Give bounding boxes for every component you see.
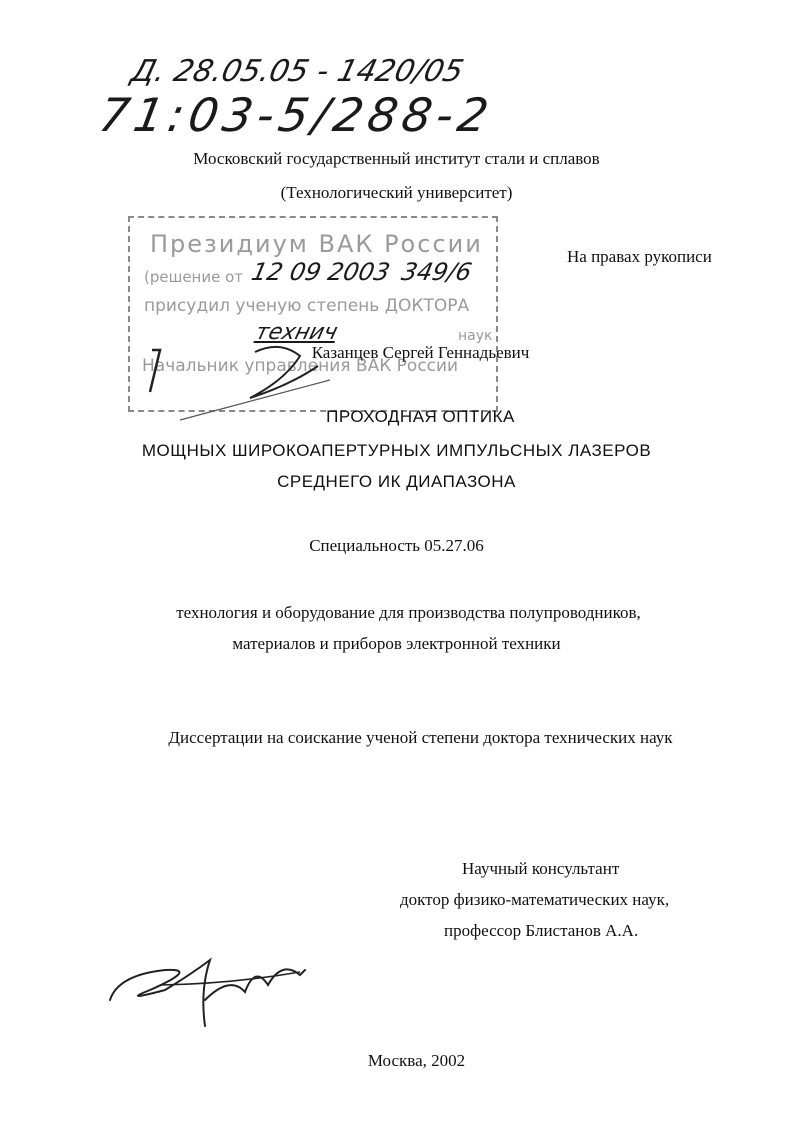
stamp-line-decision-label: (решение от [144,268,244,286]
dissertation-title-line-3: СРЕДНЕГО ИК ДИАПАЗОНА [277,472,516,491]
place-and-year: Москва, 2002 [367,1051,466,1070]
stamp-line-head: Начальник управления ВАК России [142,356,459,376]
handwritten-catalog-number: 71:03-5/288-2 [95,88,498,142]
stamp-handwritten-number: 349/6 [399,258,475,286]
handwritten-archive-ref: Д. 28.05.05 - 1420/05 [127,54,468,89]
vak-approval-stamp [128,216,498,412]
stamp-handwritten-date: 12 09 2003 [249,258,393,286]
institution-subtitle: (Технологический университет) [280,183,513,202]
advisor-degree: доктор физико-математических наук, [400,890,670,909]
rights-note: На правах рукописи [567,247,712,266]
signature-flourish [160,972,300,985]
stamp-handwritten-field: технич [252,320,341,345]
stamp-line-degree: присудил ученую степень ДОКТОРА [144,296,470,316]
specialty-description-2: материалов и приборов электронной техники [232,634,561,653]
advisor-name: профессор Блистанов А.А. [444,921,639,940]
author-signature [110,960,305,1026]
dissertation-title-line-2: МОЩНЫХ ШИРОКОАПЕРТУРНЫХ ИМПУЛЬСНЫХ ЛАЗЕРОВ [141,441,652,460]
dissertation-title-line-1: ПРОХОДНАЯ ОПТИКА [326,407,515,426]
author-name: Казанцев Сергей Геннадьевич [311,343,530,362]
stamp-line-presidium: Президиум ВАК России [150,230,483,258]
specialty-description-1: технология и оборудование для производства полупроводников, [176,603,641,622]
advisor-role: Научный консультант [462,859,620,878]
institution-name: Московский государственный институт стали и сплавов [193,149,600,168]
degree-statement: Диссертации на соискание ученой степени доктора технических наук [168,728,673,747]
specialty-code: Специальность 05.27.06 [309,536,484,555]
stamp-line-nauk: наук [458,328,493,344]
